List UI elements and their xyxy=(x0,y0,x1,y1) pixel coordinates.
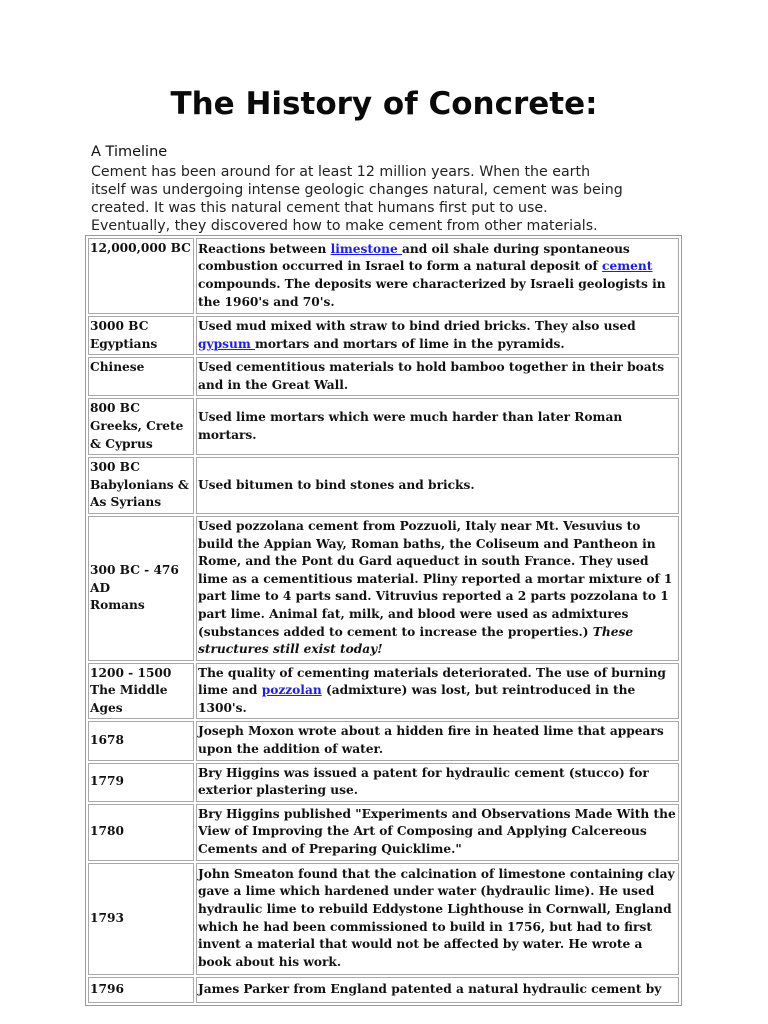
timeline-row xyxy=(88,398,679,455)
term-link[interactable]: limestone xyxy=(330,241,402,256)
timeline-row xyxy=(88,863,679,975)
timeline-row xyxy=(88,804,679,861)
timeline-description: Bry Higgins published "Experiments and Observations Made With the View of Improving the Art of Composing and Applying Calcereous Cements and of Preparing Quicklime." xyxy=(196,804,679,861)
timeline-row xyxy=(88,977,679,1003)
intro-line: created. It was this natural cement that humans first put to use. xyxy=(91,200,548,216)
timeline-description: The quality of cementing materials deteriorated. The use of burning lime and pozzolan (admixture) was lost, but reintroduced in the 1300's. xyxy=(196,663,679,720)
term-link[interactable]: pozzolan xyxy=(261,683,322,698)
timeline-row xyxy=(88,663,679,720)
timeline-date: 800 BC Greeks, Crete & Cyprus xyxy=(88,398,194,455)
term-link[interactable]: cement xyxy=(602,259,653,274)
intro-line: Cement has been around for at least 12 million years. When the earth xyxy=(91,164,591,180)
timeline-date: 1678 xyxy=(88,721,194,760)
timeline-row xyxy=(88,516,679,661)
intro-line: Eventually, they discovered how to make cement from other materials. xyxy=(91,218,598,234)
timeline-row xyxy=(88,721,679,760)
timeline-row xyxy=(88,238,679,314)
timeline-description: Used lime mortars which were much harder than later Roman mortars. xyxy=(196,398,679,455)
timeline-date: 12,000,000 BC xyxy=(88,238,194,314)
timeline-row xyxy=(88,763,679,802)
term-link[interactable]: gypsum xyxy=(198,336,255,351)
timeline-date: 1779 xyxy=(88,763,194,802)
timeline-description: John Smeaton found that the calcination of limestone containing clay gave a lime which hardened under water (hydraulic lime). He used hydraulic lime to rebuild Eddystone Lighthouse in Cornwall, England which he had been commissioned to build in 1756, but had to first invent a material that would not be affected by water. He wrote a book about his work. xyxy=(196,863,679,975)
timeline-date: 300 BC - 476 AD Romans xyxy=(88,516,194,661)
timeline-date: 1793 xyxy=(88,863,194,975)
timeline-date: 300 BC Babylonians & As Syrians xyxy=(88,457,194,514)
timeline-description: James Parker from England patented a natural hydraulic cement by xyxy=(196,977,679,1003)
timeline-date: 3000 BC Egyptians xyxy=(88,316,194,355)
timeline-description: Reactions between limestone and oil shale during spontaneous combustion occurred in Israel to form a natural deposit of cement compounds. The deposits were characterized by Israeli geologists in the 1960's and 70's. xyxy=(196,238,679,314)
timeline-date: 1796 xyxy=(88,977,194,1003)
timeline-date: Chinese xyxy=(88,357,194,396)
timeline-description: Joseph Moxon wrote about a hidden fire in heated lime that appears upon the addition of water. xyxy=(196,721,679,760)
timeline-description: Used cementitious materials to hold bamboo together in their boats and in the Great Wall. xyxy=(196,357,679,396)
timeline-row xyxy=(88,357,679,396)
timeline-table xyxy=(85,235,682,1006)
timeline-description: Bry Higgins was issued a patent for hydraulic cement (stucco) for exterior plastering use. xyxy=(196,763,679,802)
timeline-description: Used pozzolana cement from Pozzuoli, Italy near Mt. Vesuvius to build the Appian Way, Roman baths, the Coliseum and Pantheon in Rome, and the Pont du Gard aqueduct in south France. They used lime as a cementitious material. Pliny reported a mortar mixture of 1 part lime to 4 parts sand. Vitruvius reported a 2 parts pozzolana to 1 part lime. Animal fat, milk, and blood were used as admixtures (substances added to cement to increase the properties.) These structures still exist today! xyxy=(196,516,679,661)
timeline-description: Used bitumen to bind stones and bricks. xyxy=(196,457,679,514)
timeline-date: 1780 xyxy=(88,804,194,861)
timeline-row xyxy=(88,457,679,514)
timeline-row xyxy=(88,316,679,355)
page-subtitle: A Timeline xyxy=(91,144,168,160)
timeline-description: Used mud mixed with straw to bind dried bricks. They also used gypsum mortars and mortars of lime in the pyramids. xyxy=(196,316,679,355)
timeline-date: 1200 - 1500 The Middle Ages xyxy=(88,663,194,720)
page-title: The History of Concrete: xyxy=(170,86,598,122)
intro-line: itself was undergoing intense geologic changes natural, cement was being xyxy=(91,182,623,198)
emphasis-text: These structures still exist today! xyxy=(198,624,634,657)
